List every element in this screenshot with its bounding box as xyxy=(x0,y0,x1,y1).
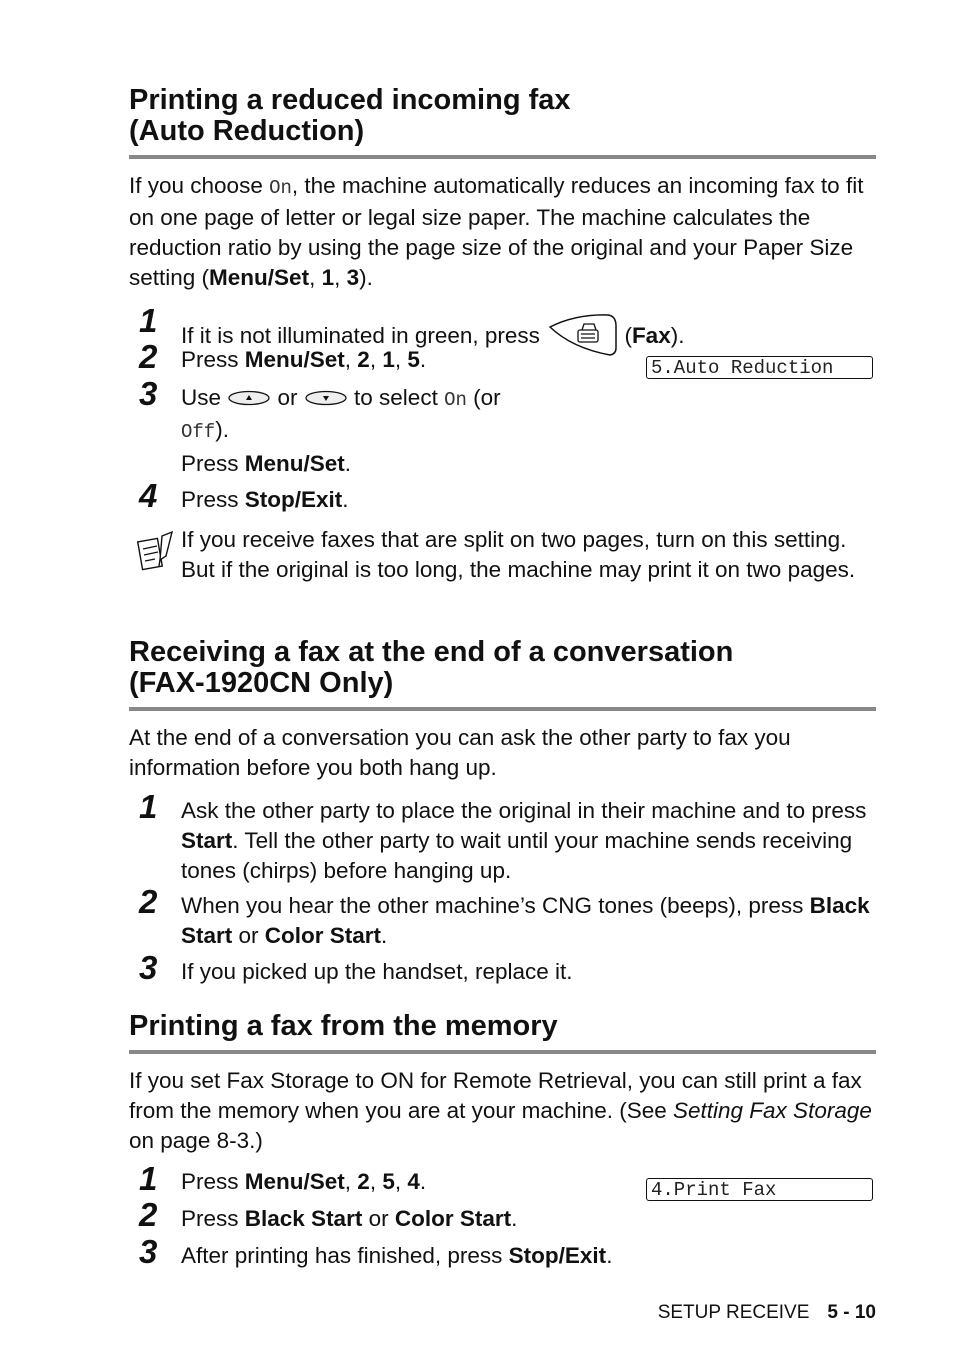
section-title-line: (FAX-1920CN Only) xyxy=(129,667,394,699)
note-pencil-icon xyxy=(136,530,176,579)
step-number: 2 xyxy=(139,1196,158,1233)
step-text: When you hear the other machine’s CNG tones (beeps), press Black Start or Color Start. xyxy=(181,893,870,948)
section-title xyxy=(129,637,876,699)
step-number: 3 xyxy=(139,375,158,412)
section-title: Printing a fax from the memory xyxy=(129,1010,558,1042)
page-number: 5 - 10 xyxy=(827,1302,876,1323)
section-divider xyxy=(129,1050,876,1054)
section-title-line: Printing a reduced incoming fax xyxy=(129,84,571,116)
section-intro: At the end of a conversation you can ask the other party to fax you information before you both hang up. xyxy=(129,725,791,780)
step-number: 2 xyxy=(139,883,158,920)
step-text: Use or to select On (or Off). xyxy=(181,385,501,443)
step-number: 3 xyxy=(139,1233,158,1270)
down-arrow-key-icon xyxy=(304,384,348,414)
step-text: If it is not illuminated in green, press (Fax). xyxy=(181,310,684,364)
page-footer xyxy=(658,1302,876,1324)
step-text: If you picked up the handset, replace it. xyxy=(181,959,573,984)
step-number: 2 xyxy=(139,338,158,375)
step-text: Press Menu/Set. xyxy=(181,451,352,476)
step-text: Press Menu/Set, 2, 5, 4. xyxy=(181,1169,427,1194)
up-arrow-key-icon xyxy=(227,384,271,414)
fax-key-icon xyxy=(546,310,618,364)
footer-label: SETUP RECEIVE xyxy=(657,1302,810,1323)
step-number: 1 xyxy=(139,788,158,825)
step-text: Press Stop/Exit. xyxy=(181,487,349,512)
step-number: 1 xyxy=(139,1160,158,1197)
section-title-line: Receiving a fax at the end of a conversation xyxy=(129,636,734,668)
section-divider xyxy=(129,707,876,711)
code-off: Off xyxy=(181,421,216,443)
note-text: If you receive faxes that are split on two pages, turn on this setting. But if the original is too long, the machine may print it on two pages. xyxy=(181,527,856,582)
section-intro: If you set Fax Storage to ON for Remote Retrieval, you can still print a fax from the memory when you are at your machine. (See Setting Fax Storage on page 8-3.) xyxy=(129,1068,872,1153)
section-intro: If you choose On, the machine automatically reduces an incoming fax to fit on one page of letter or legal size paper. The machine calculates the reduction ratio by using the page size of the original and your Paper Size setting (Menu/Set, 1, 3). xyxy=(129,173,864,290)
section-divider xyxy=(129,155,876,159)
section-title-line: (Auto Reduction) xyxy=(129,115,365,147)
step-text: After printing has finished, press Stop/Exit. xyxy=(181,1243,613,1268)
lcd-display: 5.Auto Reduction xyxy=(646,356,873,379)
lcd-display: 4.Print Fax xyxy=(646,1178,873,1201)
step-text: Press Black Start or Color Start. xyxy=(181,1206,518,1231)
step-number: 4 xyxy=(139,477,158,514)
step-text: Ask the other party to place the original in their machine and to press Start. Tell the other party to wait until your machine sends receiving tones (chirps) before hanging up. xyxy=(181,798,867,883)
code-on: On xyxy=(269,177,292,199)
step-number: 1 xyxy=(139,302,158,339)
section-title xyxy=(129,85,876,147)
step-text: Press Menu/Set, 2, 1, 5. xyxy=(181,347,427,372)
code-on: On xyxy=(444,389,467,411)
step-number: 3 xyxy=(139,949,158,986)
